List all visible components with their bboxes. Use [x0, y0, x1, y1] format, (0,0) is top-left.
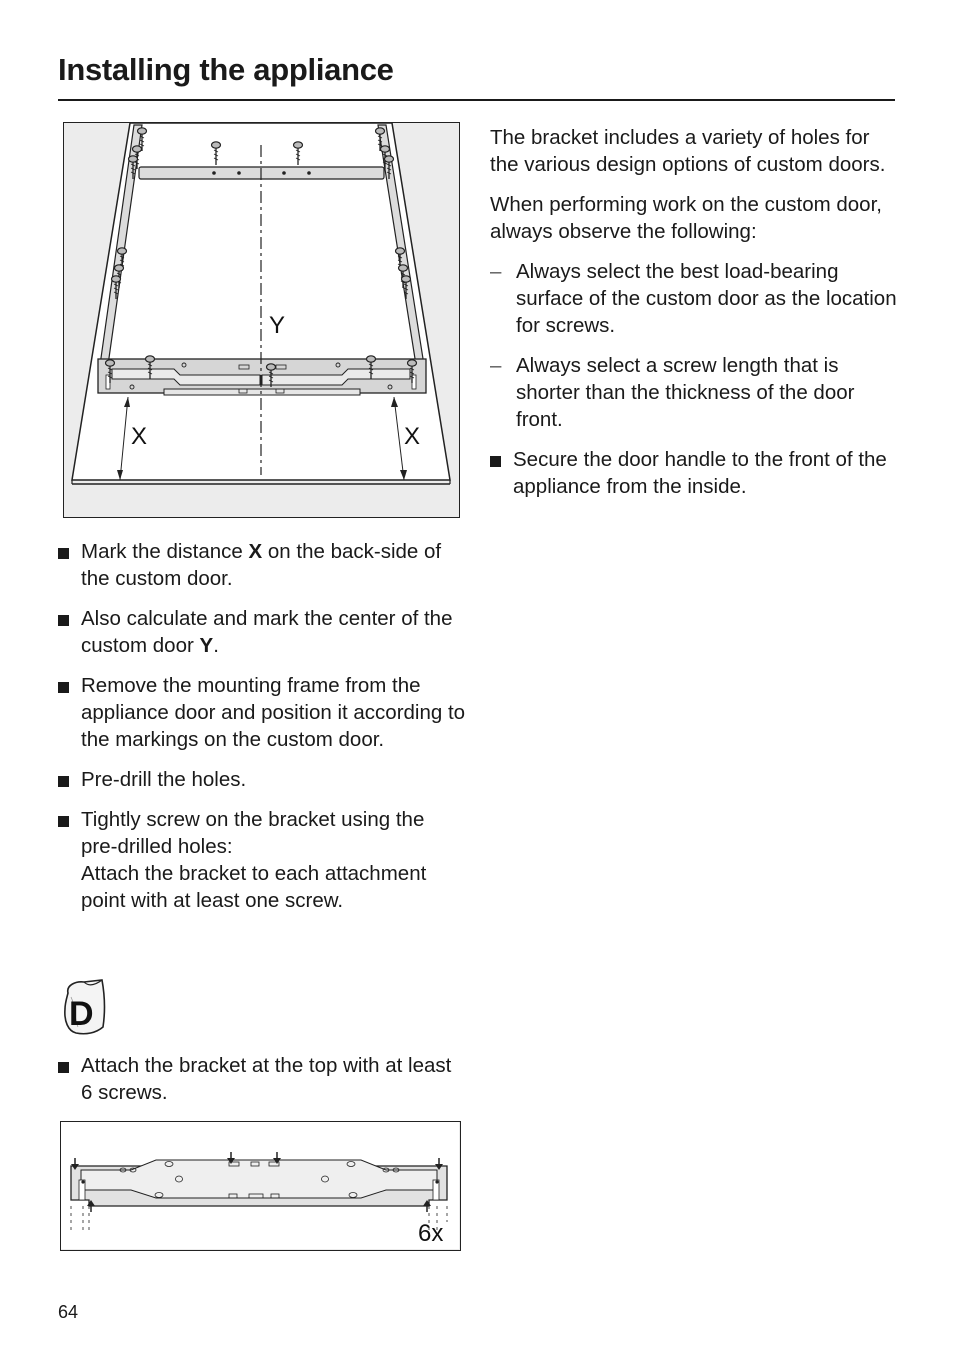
- step-attach-top: Attach the bracket at the top with at least 6 screws.: [58, 1052, 466, 1106]
- title-rule: [58, 99, 895, 101]
- dash-item-screw-length: – Always select a screw length that is shorter than the thickness of the door front.: [490, 352, 900, 433]
- page-title: Installing the appliance: [58, 52, 394, 87]
- svg-text:D: D: [69, 995, 94, 1033]
- step-door-handle: Secure the door handle to the front of the appliance from the inside.: [490, 446, 900, 500]
- label-x-right: X: [404, 423, 421, 450]
- step-remove-frame: Remove the mounting frame from the appliance door and position it according to the markings on the custom door.: [58, 672, 466, 753]
- left-steps: [58, 538, 466, 927]
- bracket-figure: [60, 1121, 461, 1251]
- dash-item-load-bearing: – Always select the best load-bearing surface of the custom door as the location for screws.: [490, 258, 900, 339]
- observe-paragraph: When performing work on the custom door, always observe the following:: [490, 193, 882, 243]
- left-step-top-screws: [58, 1052, 466, 1119]
- page-number: 64: [58, 1302, 79, 1322]
- step-mark-center: Also calculate and mark the center of the custom door Y.: [58, 605, 466, 659]
- door-marking-illustration: [64, 123, 458, 516]
- screw-count-label: 6x: [418, 1220, 444, 1247]
- label-y: Y: [269, 312, 286, 339]
- bracket-illustration: [61, 1122, 459, 1249]
- step-predrill: Pre-drill the holes.: [58, 766, 466, 793]
- label-x-left: X: [131, 423, 148, 450]
- bracket-holes-paragraph: The bracket includes a variety of holes for the various design options of custom doors.: [490, 126, 886, 176]
- step-screw-bracket: Tightly screw on the bracket using the pre-drilled holes: Attach the bracket to each attachment point with at least one screw.: [58, 806, 466, 914]
- door-marking-figure: [63, 122, 460, 518]
- information-d-icon: [62, 977, 110, 1044]
- right-column: [490, 124, 900, 513]
- step-mark-distance: Mark the distance X on the back-side of the custom door.: [58, 538, 466, 592]
